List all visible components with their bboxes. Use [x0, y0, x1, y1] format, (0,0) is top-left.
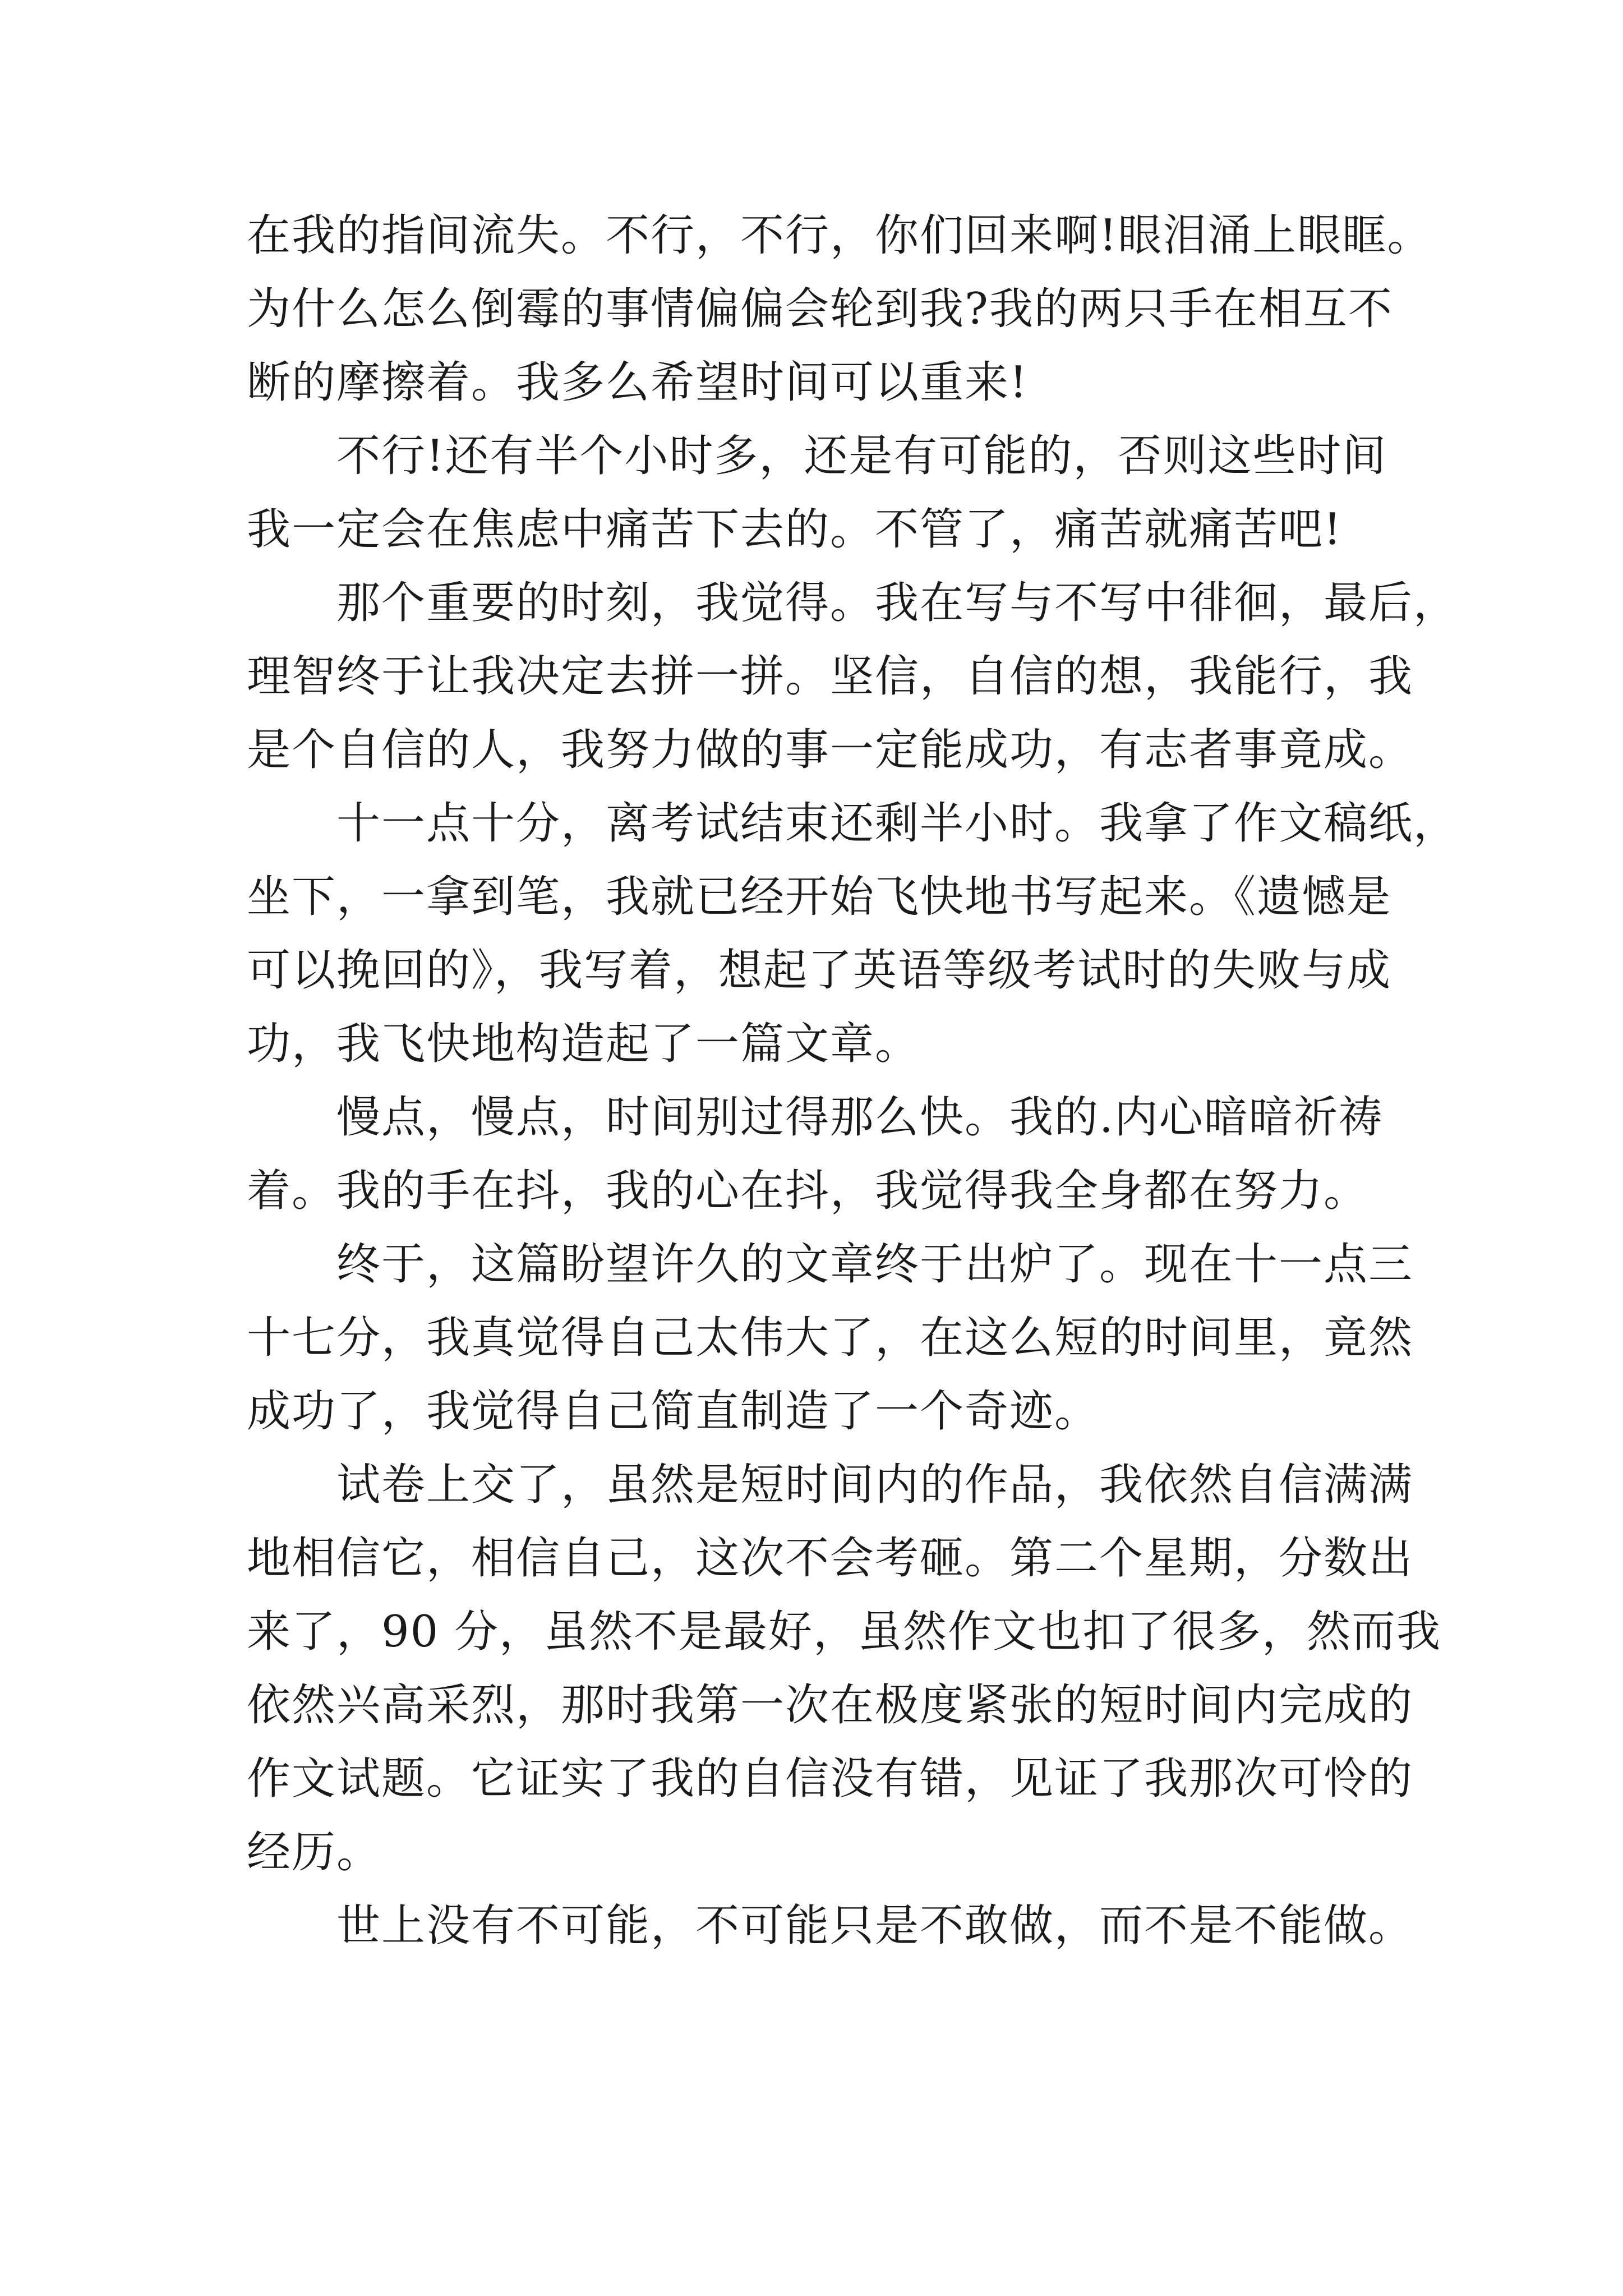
- text-line: 经历。: [247, 1827, 382, 1878]
- text-line: 着。我的手在抖，我的心在抖，我觉得我全身都在努力。: [247, 1166, 1369, 1216]
- paragraph-start-line: 终于，这篇盼望许久的文章终于出炉了。现在十一点三: [336, 1239, 1414, 1290]
- text-line: 十七分，我真觉得自己太伟大了，在这么短的时间里，竟然: [247, 1313, 1414, 1363]
- text-line: 是个自信的人，我努力做的事一定能成功，有志者事竟成。: [247, 725, 1414, 775]
- text-line: 为什么怎么倒霉的事情偏偏会轮到我?我的两只手在相互不: [247, 284, 1393, 334]
- paragraph-start-line: 不行!还有半个小时多，还是有可能的，否则这些时间: [336, 431, 1387, 481]
- text-line: 依然兴高采烈，那时我第一次在极度紧张的短时间内完成的: [247, 1680, 1414, 1731]
- text-line: 坐下，一拿到笔，我就已经开始飞快地书写起来。《遗憾是: [247, 872, 1392, 922]
- paragraph-start-line: 试卷上交了，虽然是短时间内的作品，我依然自信满满: [336, 1460, 1414, 1510]
- text-line: 断的摩擦着。我多么希望时间可以重来!: [247, 357, 1029, 408]
- paragraph-start-line: 那个重要的时刻，我觉得。我在写与不写中徘徊，最后，: [336, 578, 1459, 628]
- text-line: 功，我飞快地构造起了一篇文章。: [247, 1019, 920, 1069]
- text-line: 地相信它，相信自己，这次不会考砸。第二个星期，分数出: [247, 1533, 1414, 1584]
- text-line: 来了，90 分，虽然不是最好，虽然作文也扣了很多，然而我: [247, 1607, 1442, 1657]
- text-line: 我一定会在焦虑中痛苦下去的。不管了，痛苦就痛苦吧!: [247, 504, 1343, 555]
- text-line: 可以挽回的》，我写着，想起了英语等级考试时的失败与成: [247, 945, 1392, 996]
- paragraph-start-line: 慢点，慢点，时间别过得那么快。我的.内心暗暗祈祷: [336, 1092, 1384, 1143]
- text-line: 理智终于让我决定去拼一拼。坚信，自信的想，我能行，我: [247, 651, 1414, 702]
- paragraph-start-line: 世上没有不可能，不可能只是不敢做，而不是不能做。: [336, 1901, 1414, 1951]
- text-line: 作文试题。它证实了我的自信没有错，见证了我那次可怜的: [247, 1754, 1414, 1804]
- document-body: [247, 199, 1459, 1963]
- text-line: 成功了，我觉得自己简直制造了一个奇迹。: [247, 1386, 1100, 1437]
- paragraph-start-line: 十一点十分，离考试结束还剩半小时。我拿了作文稿纸，: [336, 798, 1459, 849]
- text-line: 在我的指间流失。不行，不行，你们回来啊!眼泪涌上眼眶。: [247, 210, 1432, 261]
